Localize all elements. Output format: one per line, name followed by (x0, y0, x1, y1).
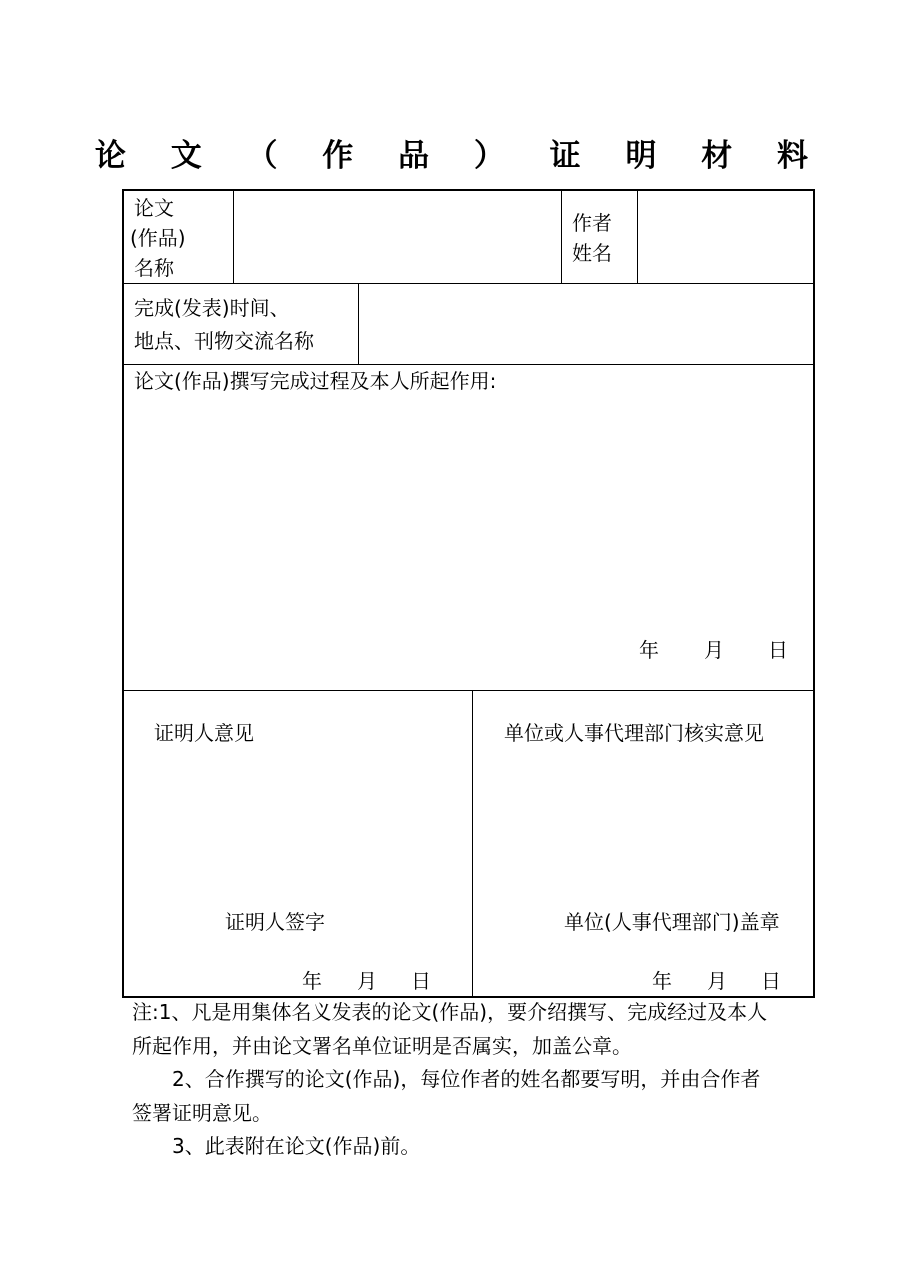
date-month: 月 (357, 969, 377, 993)
page-title: 论 文 （ 作 品 ） 证 明 材 料 (94, 138, 826, 174)
time-place-label-line-2: 地点、刊物交流名称 (134, 329, 314, 353)
date-day: 日 (768, 638, 788, 662)
row-divider-2 (124, 364, 813, 365)
date-year: 年 (639, 638, 659, 662)
process-date (639, 635, 809, 665)
note-line-1: 注:1、凡是用集体名义发表的论文(作品)，要介绍撰写、完成经过及本人 (132, 1000, 768, 1024)
note-line-4: 签署证明意见。 (132, 1100, 272, 1125)
date-day: 日 (411, 969, 431, 993)
author-label-line-2: 姓名 (572, 241, 612, 265)
date-month: 月 (707, 969, 727, 993)
name-label-line-2: (作品) (130, 226, 186, 250)
unit-opinion-label: 单位或人事代理部门核实意见 (504, 721, 764, 745)
col-divider-author-label (561, 191, 562, 283)
unit-seal-label: 单位(人事代理部门)盖章 (564, 910, 780, 934)
notes-section (132, 996, 822, 1164)
note-line-2: 所起作用，并由论文署名单位证明是否属实，加盖公章。 (132, 1033, 632, 1058)
process-label: 论文(作品)撰写完成过程及本人所起作用: (134, 369, 497, 393)
date-year: 年 (302, 969, 322, 993)
witness-opinion-label: 证明人意见 (154, 721, 254, 745)
author-value-cell[interactable] (638, 191, 813, 283)
process-content-area[interactable] (124, 396, 813, 636)
date-year: 年 (652, 969, 672, 993)
note-line-3: 2、合作撰写的论文(作品)，每位作者的姓名都要写明，并由合作者 (172, 1067, 761, 1091)
date-month: 月 (704, 638, 724, 662)
note-line-5: 3、此表附在论文(作品)前。 (172, 1134, 421, 1158)
row-divider-3 (124, 690, 813, 691)
name-label-line-1: 论文 (134, 196, 174, 220)
witness-signature-label: 证明人签字 (225, 910, 325, 934)
unit-date (652, 966, 812, 996)
col-divider-opinions (472, 690, 473, 996)
name-value-cell[interactable] (234, 191, 561, 283)
certification-form (122, 189, 815, 998)
date-day: 日 (761, 969, 781, 993)
time-place-value-cell[interactable] (359, 284, 813, 364)
author-label-line-1: 作者 (572, 211, 612, 235)
witness-date (302, 966, 472, 996)
name-label-line-3: 名称 (134, 256, 174, 280)
time-place-label-line-1: 完成(发表)时间、 (134, 296, 290, 320)
